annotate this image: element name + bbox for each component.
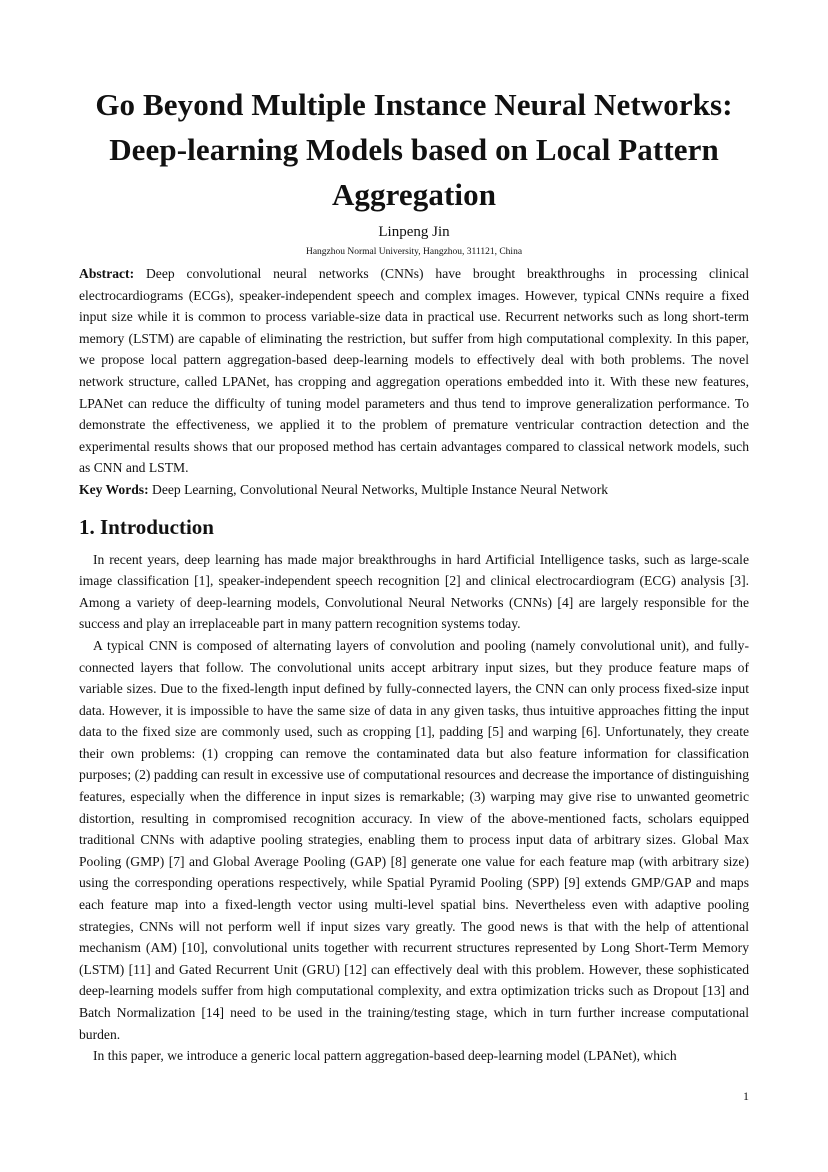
paper-page [79,82,749,1067]
author-name: Linpeng Jin [378,224,450,240]
abstract-text: Deep convolutional neural networks (CNNs) have brought breakthroughs in processing clinical electrocardiograms (ECGs), speaker-independent speech and complex images. However, typical CNNs require a fixed input size while it is common to process variable-size data in practical use. Recurrent networks such as long short-term memory (LSTM) are capable of eliminating the restriction, but suffer from high computational complexity. In this paper, we propose local pattern aggregation-based deep-learning models to effectively deal with both problems. The novel network structure, called LPANet, has cropping and aggregation operations embedded into it. With these new features, LPANet can reduce the difficulty of tuning model parameters and thus tend to improve generalization performance. To demonstrate the effectiveness, we applied it to the problem of premature ventricular contraction detection and the experimental results shows that our proposed method has certain advantages compared to classical network models, such as CNN and LSTM. [79,266,749,476]
abstract-label: Abstract: [79,266,135,281]
paragraph: A typical CNN is composed of alternating layers of convolution and pooling (namely convolutional unit), and fully-connected layers that follow. The convolutional units accept arbitrary input sizes, but they produce feature maps of variable sizes. Due to the fixed-length input defined by fully-connected layers, the CNN can only process fixed-size input data. However, it is impossible to have the same size of data in any given tasks, thus intuitive approaches fitting the input data to the fixed size are commonly used, such as cropping [1], padding [5] and warping [6]. Unfortunately, they create their own problems: (1) cropping can remove the contaminated data but also feature information for classification purposes; (2) padding can result in excessive use of computational resources and decrease the importance of distinguishing features, especially when the difference in input sizes is remarkable; (3) warping may give rise to unwanted geometric distortion, resulting in compromised recognition accuracy. In view of the above-mentioned facts, scholars equipped traditional CNNs with adaptive pooling strategies, enabling them to process input data of arbitrary sizes. Global Max Pooling (GMP) [7] and Global Average Pooling (GAP) [8] generate one value for each feature map (with arbitrary size) using the corresponding operations respectively, while Spatial Pyramid Pooling (SPP) [9] extends GMP/GAP and maps each feature map into a fixed-length vector using multi-level spatial bins. Nevertheless even with adaptive pooling strategies, CNNs will not perform well if input sizes vary greatly. The good news is that with the help of attentional mechanism (AM) [10], convolutional units together with recurrent structures represented by Long Short-Term Memory (LSTM) [11] and Gated Recurrent Unit (GRU) [12] can effectively deal with this problem. However, these sophisticated deep-learning models suffer from high computational complexity, and extra optimization tricks such as Dropout [13] and Batch Normalization [14] need to be used in the training/testing stage, which in turn further increase computational burden. [79,637,749,1042]
keywords-text: Deep Learning, Convolutional Neural Networks, Multiple Instance Neural Network [152,481,609,497]
paper-title: Go Beyond Multiple Instance Neural Networks: Deep-learning Models based on Local Pattern Aggregation [95,87,733,212]
page-number: 1 [743,1089,749,1103]
paragraph: In this paper, we introduce a generic local pattern aggregation-based deep-learning model (LPANet), which [93,1048,677,1064]
keywords-label: Key Words: [79,481,149,497]
paragraph: In recent years, deep learning has made major breakthroughs in hard Artificial Intelligence tasks, such as large-scale image classification [1], speaker-independent speech recognition [2] and clinical electrocardiogram (ECG) analysis [3]. Among a variety of deep-learning models, Convolutional Neural Networks (CNNs) [4] are largely responsible for the success and play an irreplaceable part in many pattern recognition systems today. [79,551,749,632]
section-heading-introduction: 1. Introduction [79,514,214,539]
abstract [79,263,749,479]
author-affiliation: Hangzhou Normal University, Hangzhou, 311121, China [305,247,523,257]
keywords [79,479,749,501]
